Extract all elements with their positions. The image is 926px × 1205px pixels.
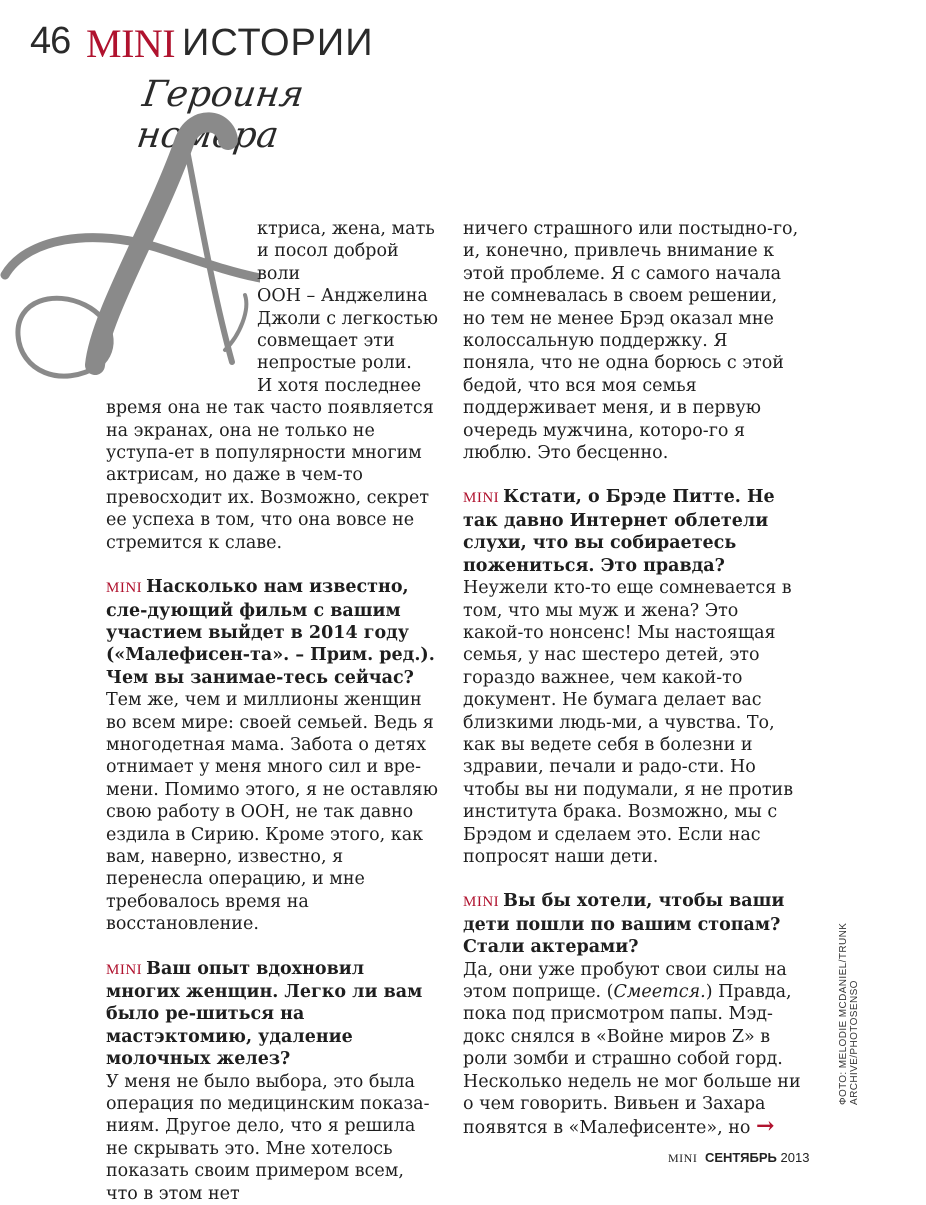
answer-aside: Смеется. [613,982,706,1002]
interview-answer: Тем же, чем и миллионы женщин во всем мире: своей семьей. Ведь я многодетная мама. Забота о детях отнимает у меня много сил и вре-мени. Помимо этого, я не оставляю свою работу в ООН, не так давно ездила в Сирию. Кроме этого, как вам, наверно, известно, я перенесла операцию, и мне требовалось время на восстановление. [106,690,438,935]
interview-question [106,958,440,1071]
interview-answer: У меня не было выбора, это была операция по медицинским показа-ниям. Другое дело, что я решила не скрывать это. Мне хотелось показать своим примером всем, что в этом нет [106,1071,430,1204]
article-column-right [463,218,803,1140]
intro-line: ктриса, жена, мать [257,219,435,239]
footer-year: 2013 [780,1150,810,1165]
intro-line: Джоли с легкостью [257,308,438,329]
interview-answer [463,959,803,1140]
intro-line: ООН – Анджелина [257,286,428,307]
page-header [30,18,450,156]
interview-question [463,890,803,958]
intro-line: И хотя последнее [257,375,422,396]
question-text: Кстати, о Брэде Питте. Не так давно Интернет облетели слухи, что вы собираетесь пожениться. Это правда? [463,487,775,576]
intro-paragraph: время она не так часто появляется на экранах, она не только не уступа-ет в популярности многим актрисам, но даже в чем-то превосходит их. Возможно, секрет ее успеха в том, что она вовсе не стремится к славе. [106,398,434,553]
footer-brand: MINI [668,1151,698,1165]
question-text: Ваш опыт вдохновил многих женщин. Легко ли вам было ре-шиться на мастэктомию, удаление молочных желез? [106,958,423,1070]
section-title: ИСТОРИИ [182,22,374,64]
subsection-title: Героиня номера [134,74,307,156]
interview-question [106,576,440,689]
continued-answer: ничего страшного или постыдно-го, и, конечно, привлечь внимание к этой проблеме. Я с самого начала не сомневалась в своем решении, но тем не менее Брэд оказал мне колоссальную поддержку. Я поняла, что не одна борюсь с этой бедой, что вся моя семья поддерживает меня, и в первую очередь мужчина, которо-го я люблю. Это бесценно. [463,219,799,464]
brand-logo: MINI [86,21,176,66]
interview-answer: Неужели кто-то еще сомневается в том, что мы муж и жена? Это какой-то нонсенс! Мы настоящая семья, у нас шестеро детей, это гораздо важнее, чем какой-то документ. Не бумага делает вас близкими людь-ми, а чувства. То, как вы ведете себя в болезни и здравии, печали и радо-сти. Но чтобы вы ни подумали, я не против института брака. Возможно, мы с Брэдом и сделаем это. Если нас попросят наши дети. [463,578,794,867]
mini-tag: MINI [463,894,500,911]
page-number: 46 [30,20,71,62]
interview-question [463,486,803,577]
article-column-left [106,218,440,1205]
photo-credit: ФОТО: MELODIE MCDANIEL/TRUNK ARCHIVE/PHOTOSENSO [838,922,860,1105]
continue-arrow-icon: → [756,1113,775,1140]
intro-line: и посол доброй воли [257,241,399,284]
answer-text: Да, они уже пробуют свои силы на этом поприще. ( [463,959,787,1002]
intro-line: совмещает эти [257,331,395,352]
answer-text: ) Правда, пока под присмотром папы. Мэд-докс снялся в «Войне миров Z» в роли зомби и страшно собой горд. Несколько недель не мог больше ни о чем говорить. Вивьен и Захара появятся в «Малефисенте», но [463,982,801,1139]
footer-month: СЕНТЯБРЬ [704,1150,777,1165]
mini-tag: MINI [106,961,143,978]
page-footer [668,1150,809,1166]
mini-tag: MINI [106,580,143,597]
question-text: Вы бы хотели, чтобы ваши дети пошли по вашим стопам? Стали актерами? [463,891,785,958]
intro-line: непростые роли. [257,353,412,374]
mini-tag: MINI [463,490,500,507]
question-text: Насколько нам известно, сле-дующий фильм с вашим участием выйдет в 2014 году («Малефисен-та». – Прим. ред.). Чем вы занимае-тесь сейчас? [106,577,435,688]
intro-beside-cap [106,218,440,397]
